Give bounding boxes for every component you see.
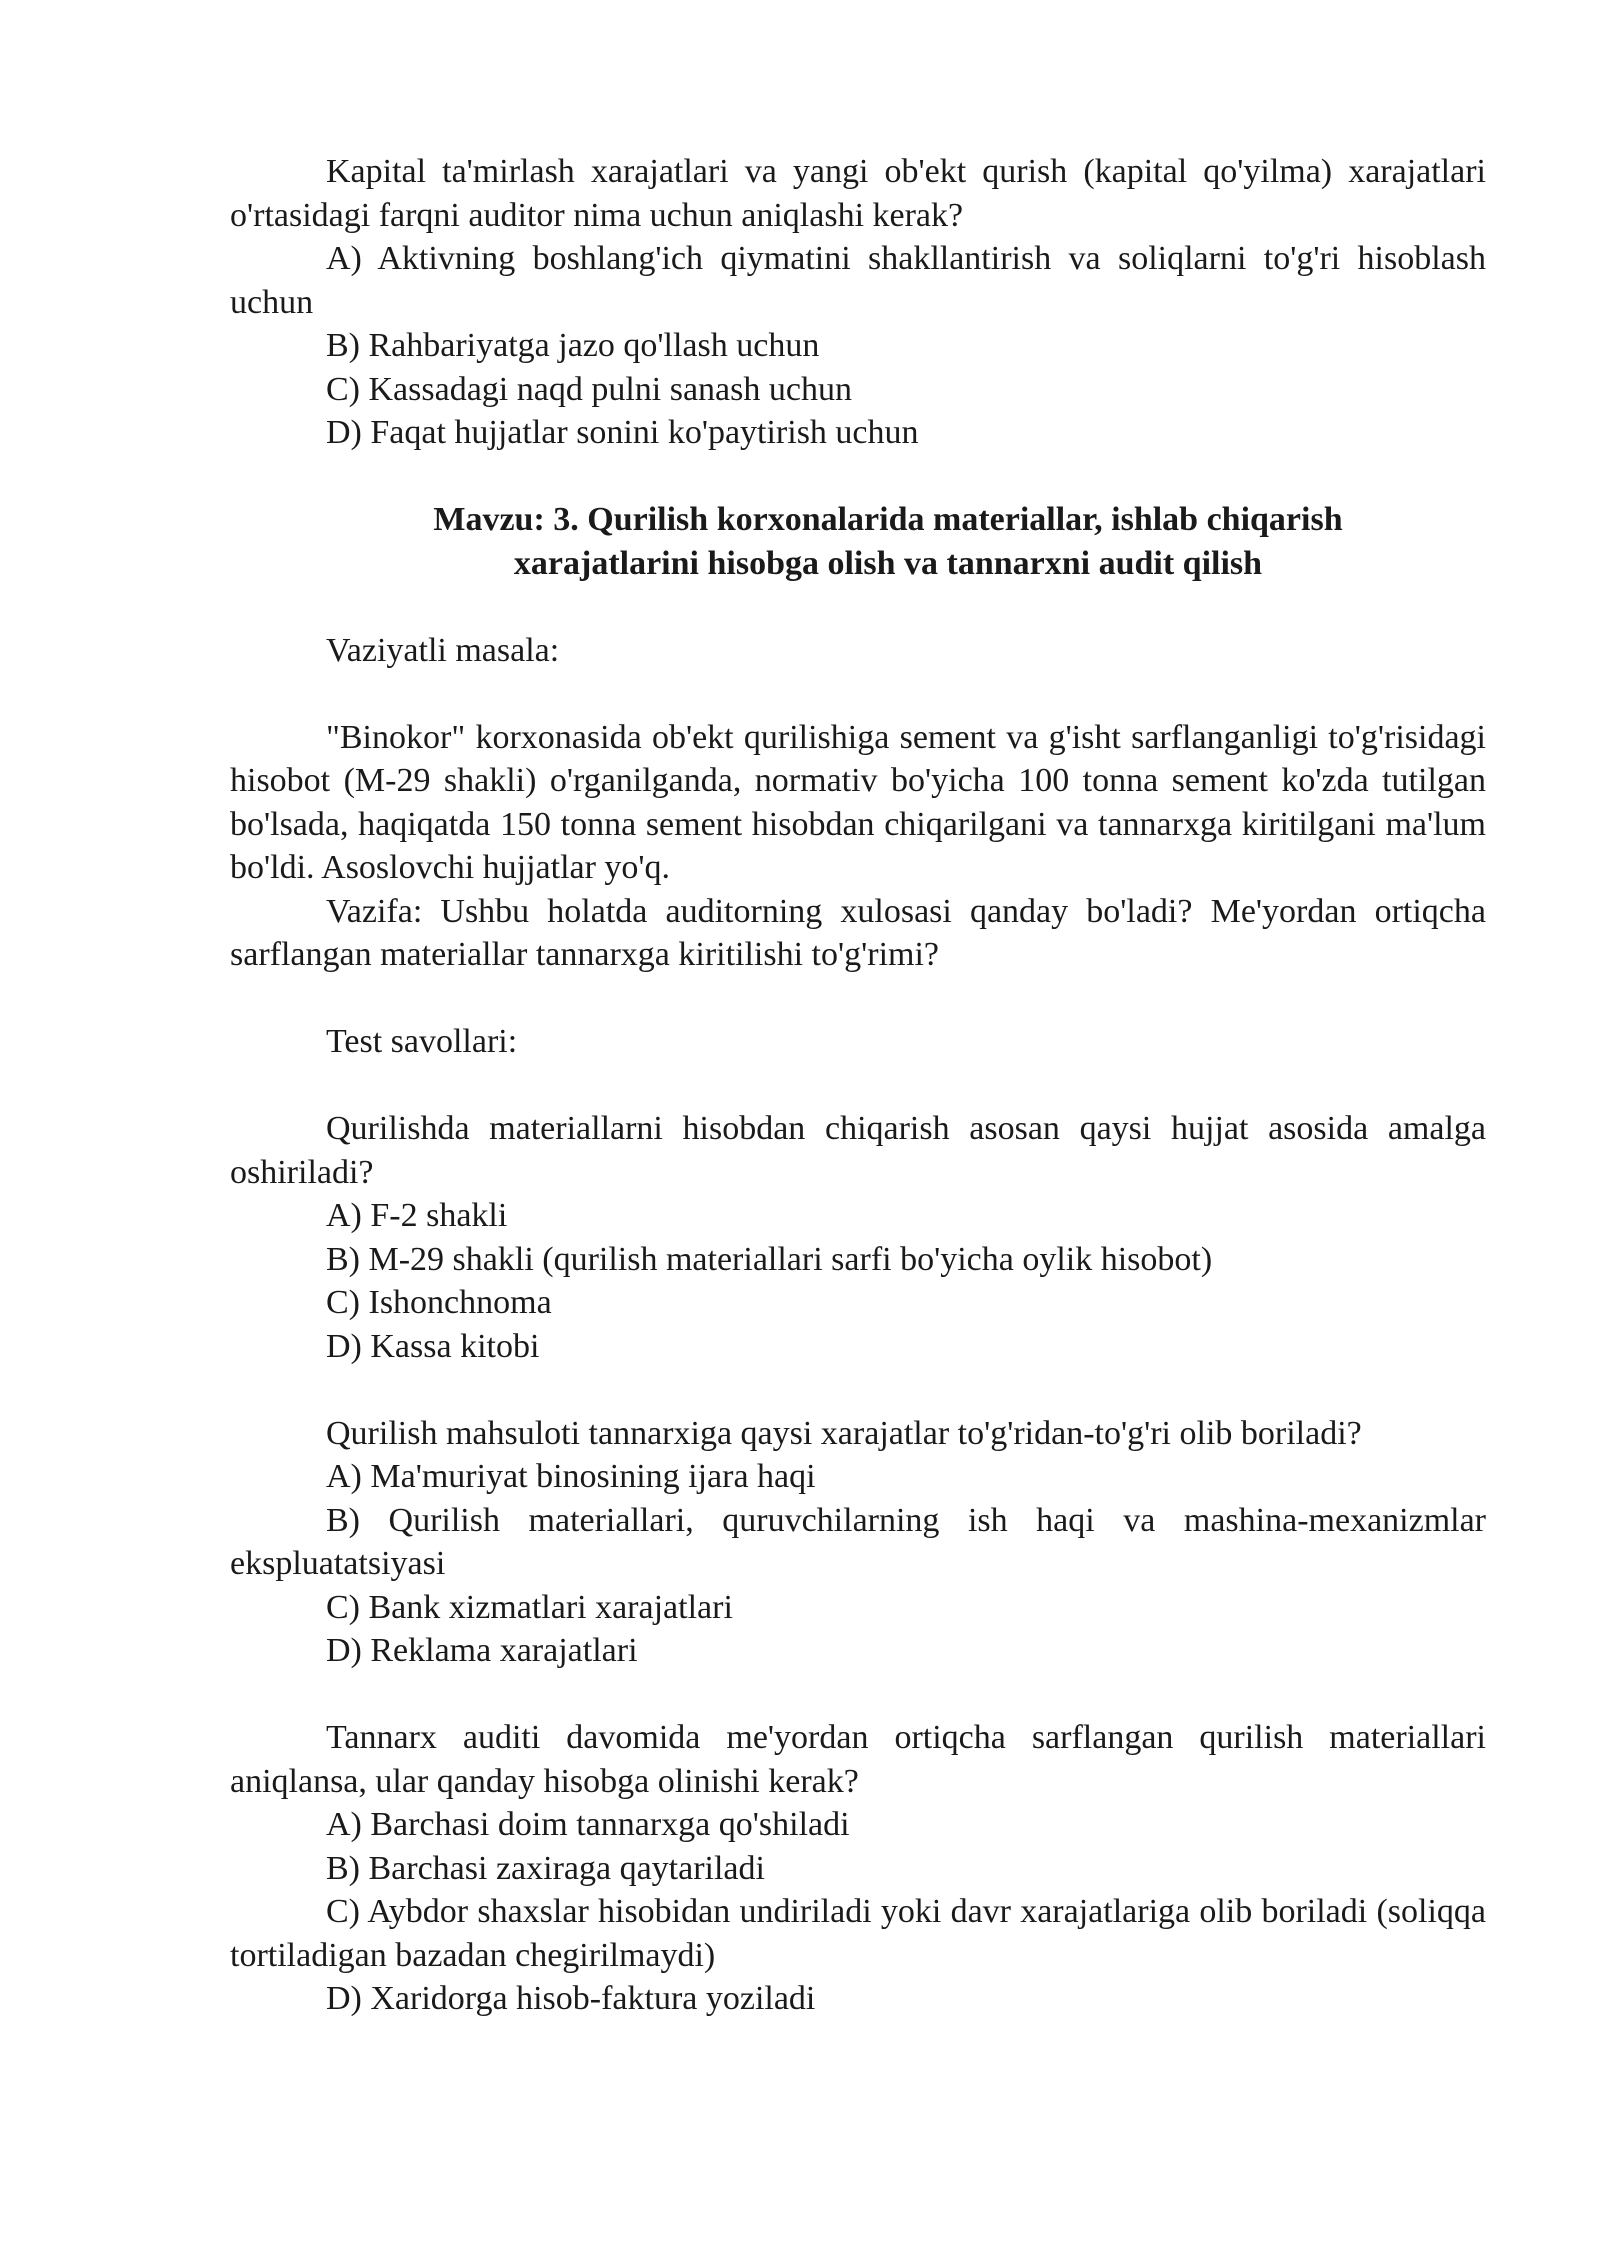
spacer	[230, 1673, 1486, 1717]
previous-question	[230, 150, 1486, 455]
answer-option-a: A) Aktivning boshlang'ich qiymatini shakllantirish va soliqlarni to'g'ri hisoblash uchun	[230, 240, 1486, 321]
topic-heading-line-1: Mavzu: 3. Qurilish korxonalarida materiallar, ishlab chiqarish	[433, 501, 1343, 538]
spacer	[230, 1368, 1486, 1412]
answer-option-c: C) Bank xizmatlari xarajatlari	[326, 1588, 733, 1626]
question-text: Tannarx auditi davomida me'yordan ortiqcha sarflangan qurilish materiallari aniqlansa, ular qanday hisobga olinishi kerak?	[230, 1719, 1486, 1800]
test-questions-label: Test savollari:	[326, 1023, 518, 1060]
case-study-text: "Binokor" korxonasida ob'ekt qurilishiga sement va g'isht sarflanganligi to'g'risidagi hisobot (M-29 shakli) o'rganilganda, normativ bo'yicha 100 tonna sement ko'zda tutilgan bo'lsada, haqiqatda 150 tonna sement hisobdan chiqarilgani va tannarxga kiritilgani ma'lum bo'ldi. Asoslovchi hujjatlar yo'q.	[230, 718, 1486, 886]
answer-option-c: C) Aybdor shaxslar hisobidan undiriladi yoki davr xarajatlariga olib boriladi (soliqqa tortiladigan bazadan chegirilmaydi)	[230, 1893, 1486, 1974]
answer-option-d: D) Kassa kitobi	[326, 1327, 540, 1365]
test-question-2	[230, 1412, 1486, 1673]
answer-option-d: D) Faqat hujjatlar sonini ko'paytirish uchun	[326, 414, 919, 451]
answer-option-a: A) F-2 shakli	[326, 1197, 508, 1234]
test-question-3	[230, 1716, 1486, 2021]
answer-option-a: A) Barchasi doim tannarxga qo'shiladi	[326, 1806, 850, 1843]
question-text: Qurilish mahsuloti tannarxiga qaysi xarajatlar to'g'ridan-to'g'ri olib boriladi?	[326, 1414, 1362, 1452]
spacer	[230, 672, 1486, 716]
spacer	[230, 455, 1486, 499]
case-study-task: Vazifa: Ushbu holatda auditorning xulosasi qanday bo'ladi? Me'yordan ortiqcha sarflangan materiallar tannarxga kiritilishi to'g'rimi?	[230, 892, 1486, 973]
answer-option-b: B) Qurilish materiallari, quruvchilarning ish haqi va mashina-mexanizmlar ekspluatatsiyasi	[230, 1501, 1486, 1582]
question-text: Kapital ta'mirlash xarajatlari va yangi ob'ekt qurish (kapital qo'yilma) xarajatlari o'rtasidagi farqni auditor nima uchun aniqlashi kerak?	[230, 153, 1486, 234]
answer-option-d: D) Reklama xarajatlari	[326, 1632, 638, 1669]
case-study-label: Vaziyatli masala:	[326, 631, 560, 669]
question-text: Qurilishda materiallarni hisobdan chiqarish asosan qaysi hujjat asosida amalga oshiriladi?	[230, 1110, 1486, 1191]
spacer	[230, 1064, 1486, 1108]
answer-option-c: C) Ishonchnoma	[326, 1284, 552, 1321]
document-body	[230, 150, 1486, 2021]
answer-option-a: A) Ma'muriyat binosining ijara haqi	[326, 1458, 816, 1495]
answer-option-b: B) Barchasi zaxiraga qaytariladi	[326, 1849, 765, 1887]
topic-heading-line-2: xarajatlarini hisobga olish va tannarxni audit qilish	[513, 544, 1263, 582]
spacer	[230, 585, 1486, 629]
answer-option-b: B) M-29 shakli (qurilish materiallari sarfi bo'yicha oylik hisobot)	[326, 1240, 1213, 1278]
test-question-1	[230, 1107, 1486, 1368]
topic-heading	[230, 498, 1486, 585]
spacer	[230, 977, 1486, 1021]
answer-option-c: C) Kassadagi naqd pulni sanash uchun	[326, 370, 852, 408]
answer-option-d: D) Xaridorga hisob-faktura yoziladi	[326, 1980, 816, 2017]
answer-option-b: B) Rahbariyatga jazo qo'llash uchun	[326, 327, 820, 364]
